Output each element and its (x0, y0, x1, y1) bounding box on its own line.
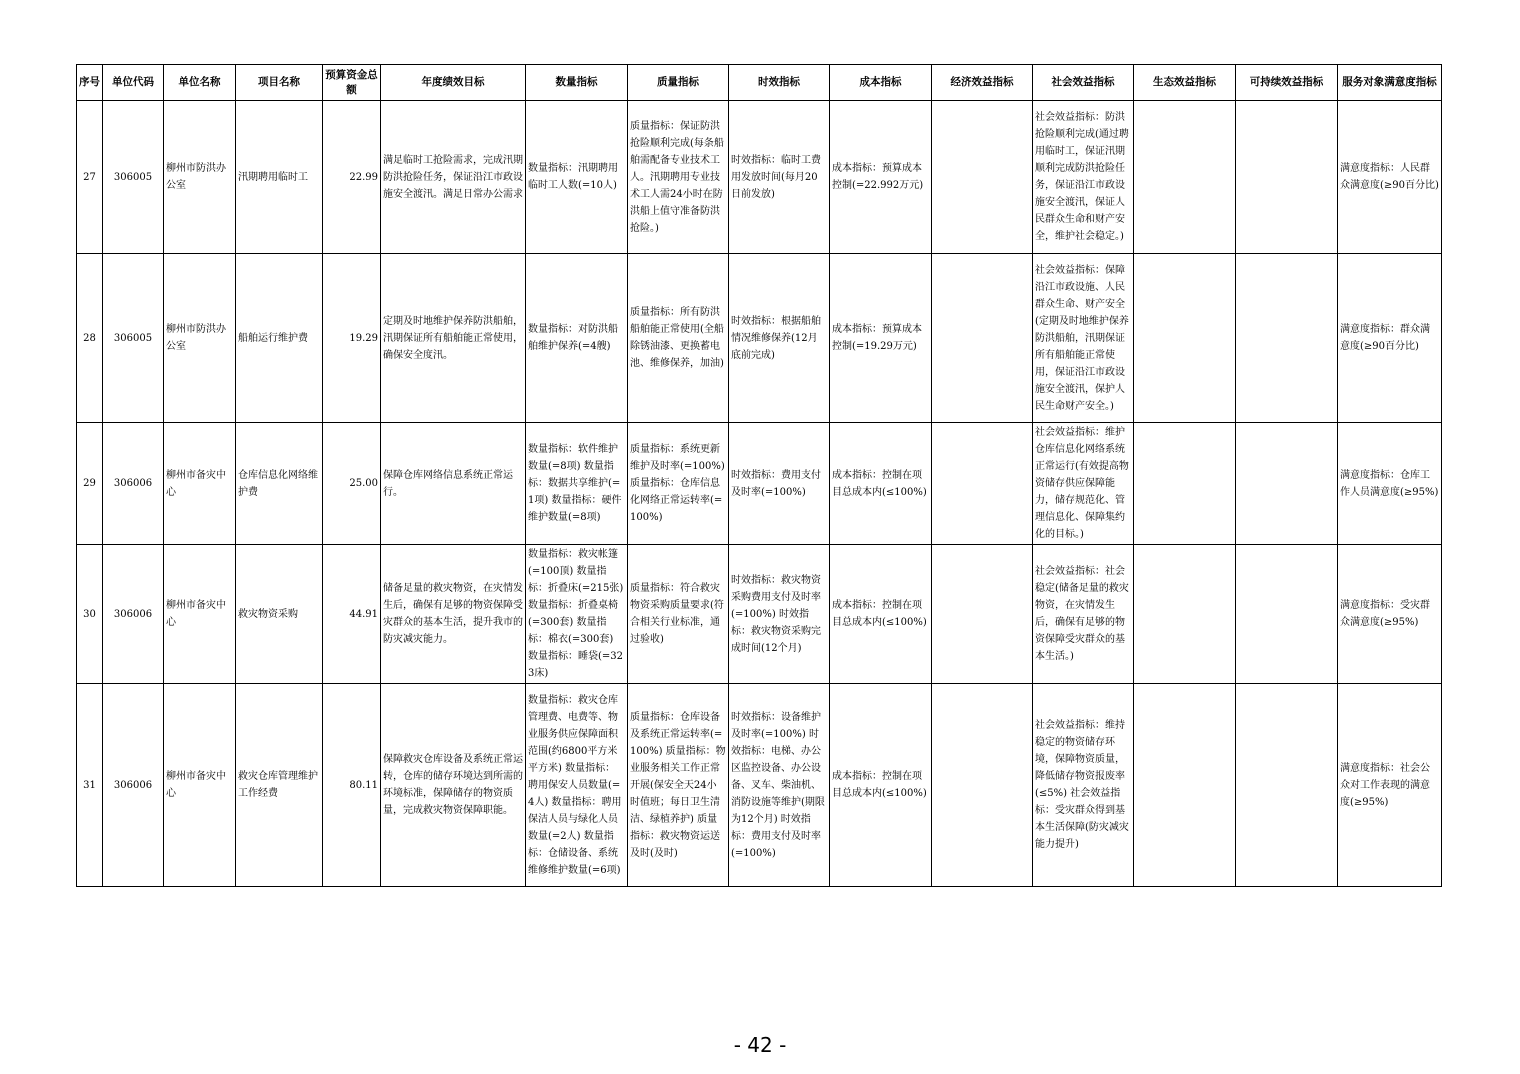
quality-indicator: 质量指标：符合救灾物资采购质量要求(符合相关行业标准，通过验收) (628, 545, 729, 684)
header-cell: 单位名称 (164, 65, 236, 101)
unit-code: 306005 (103, 254, 164, 423)
satisfaction-indicator: 满意度指标：受灾群众满意度(≥95%) (1338, 545, 1442, 684)
timeliness-indicator: 时效指标：费用支付及时率(=100%) (729, 423, 830, 545)
annual-goal: 定期及时地维护保养防洪船舶，汛期保证所有船舶能正常使用，确保安全度汛。 (381, 254, 526, 423)
economic-indicator (932, 101, 1033, 254)
table-row (77, 254, 1442, 423)
project-name: 汛期聘用临时工 (236, 101, 323, 254)
satisfaction-indicator: 满意度指标：人民群众满意度(≥90百分比) (1338, 101, 1442, 254)
social-indicator: 社会效益指标：维持稳定的物资储存环境，保障物资质量，降低储存物资报废率(≤5%) 社会效益指标：受灾群众得到基本生活保障(防灾减灾能力提升) (1033, 684, 1134, 887)
ecological-indicator (1134, 101, 1236, 254)
unit-name: 柳州市备灾中心 (164, 423, 236, 545)
project-name: 船舶运行维护费 (236, 254, 323, 423)
economic-indicator (932, 545, 1033, 684)
timeliness-indicator: 时效指标：设备维护及时率(=100%) 时效指标：电梯、办公区监控设备、办公设备、叉车、柴油机、消防设施等维护(期限为12个月) 时效指标：费用支付及时率(=100%) (729, 684, 830, 887)
ecological-indicator (1134, 423, 1236, 545)
sustainable-indicator (1236, 545, 1338, 684)
unit-name: 柳州市备灾中心 (164, 684, 236, 887)
unit-code: 306006 (103, 423, 164, 545)
quality-indicator: 质量指标：仓库设备及系统正常运转率(=100%) 质量指标：物业服务相关工作正常开展(保安全天24小时值班；每日卫生清洁、绿植养护) 质量指标：救灾物资运送及时(及时) (628, 684, 729, 887)
header-cell: 服务对象满意度指标 (1338, 65, 1442, 101)
header-row (77, 65, 1442, 101)
header-cell: 序号 (77, 65, 103, 101)
quality-indicator: 质量指标：所有防洪船舶能正常使用(全船除锈油漆、更换蓄电池、维修保养，加油) (628, 254, 729, 423)
satisfaction-indicator: 满意度指标：群众满意度(≥90百分比) (1338, 254, 1442, 423)
economic-indicator (932, 684, 1033, 887)
quality-indicator: 质量指标：系统更新维护及时率(=100%) 质量指标：仓库信息化网络正常运转率(=100%) (628, 423, 729, 545)
project-name: 救灾仓库管理维护工作经费 (236, 684, 323, 887)
budget-amount: 19.29 (323, 254, 381, 423)
header-cell: 年度绩效目标 (381, 65, 526, 101)
row-number: 30 (77, 545, 103, 684)
cost-indicator: 成本指标：预算成本控制(=19.29万元) (830, 254, 932, 423)
cost-indicator: 成本指标：控制在项目总成本内(≤100%) (830, 423, 932, 545)
cost-indicator: 成本指标：控制在项目总成本内(≤100%) (830, 684, 932, 887)
page-number: - 42 - (733, 1033, 787, 1057)
header-cell: 成本指标 (830, 65, 932, 101)
unit-name: 柳州市备灾中心 (164, 545, 236, 684)
row-number: 31 (77, 684, 103, 887)
quantity-indicator: 数量指标：救灾帐篷(=100顶) 数量指标：折叠床(=215张) 数量指标：折叠桌椅(=300套) 数量指标：棉衣(=300套) 数量指标：睡袋(=323床) (526, 545, 628, 684)
header-cell: 生态效益指标 (1134, 65, 1236, 101)
table-row (77, 545, 1442, 684)
quantity-indicator: 数量指标：救灾仓库管理费、电费等、物业服务供应保障面积范围(约6800平方米平方米) 数量指标：聘用保安人员数量(=4人) 数量指标：聘用保洁人员与绿化人员数量(=2人) 数量指标：仓储设备、系统维修维护数量(=6项) (526, 684, 628, 887)
row-number: 29 (77, 423, 103, 545)
quantity-indicator: 数量指标：汛期聘用临时工人数(=10人) (526, 101, 628, 254)
ecological-indicator (1134, 254, 1236, 423)
row-number: 27 (77, 101, 103, 254)
header-cell: 社会效益指标 (1033, 65, 1134, 101)
annual-goal: 保障仓库网络信息系统正常运行。 (381, 423, 526, 545)
header-cell: 时效指标 (729, 65, 830, 101)
timeliness-indicator: 时效指标：救灾物资采购费用支付及时率(=100%) 时效指标：救灾物资采购完成时间(12个月) (729, 545, 830, 684)
table-row (77, 101, 1442, 254)
ecological-indicator (1134, 684, 1236, 887)
header-cell: 单位代码 (103, 65, 164, 101)
sustainable-indicator (1236, 101, 1338, 254)
social-indicator: 社会效益指标：保障沿江市政设施、人民群众生命、财产安全(定期及时地维护保养防洪船舶，汛期保证所有船舶能正常使用，保证沿江市政设施安全渡汛，保护人民生命财产安全。) (1033, 254, 1134, 423)
unit-code: 306006 (103, 684, 164, 887)
table-row (77, 684, 1442, 887)
sustainable-indicator (1236, 684, 1338, 887)
header-cell: 经济效益指标 (932, 65, 1033, 101)
social-indicator: 社会效益指标：社会稳定(储备足量的救灾物资，在灾情发生后，确保有足够的物资保障受灾群众的基本生活。) (1033, 545, 1134, 684)
budget-amount: 44.91 (323, 545, 381, 684)
unit-code: 306005 (103, 101, 164, 254)
cost-indicator: 成本指标：控制在项目总成本内(≤100%) (830, 545, 932, 684)
quantity-indicator: 数量指标：软件维护数量(=8项) 数量指标：数据共享维护(=1项) 数量指标：硬件维护数量(=8项) (526, 423, 628, 545)
annual-goal: 储备足量的救灾物资，在灾情发生后，确保有足够的物资保障受灾群众的基本生活，提升我市的防灾减灾能力。 (381, 545, 526, 684)
sustainable-indicator (1236, 423, 1338, 545)
annual-goal: 满足临时工抢险需求，完成汛期防洪抢险任务，保证沿江市政设施安全渡汛。满足日常办公需求 (381, 101, 526, 254)
social-indicator: 社会效益指标：防洪抢险顺利完成(通过聘用临时工，保证汛期顺利完成防洪抢险任务，保证沿江市政设施安全渡汛，保证人民群众生命和财产安全，维护社会稳定。) (1033, 101, 1134, 254)
budget-amount: 22.99 (323, 101, 381, 254)
project-name: 救灾物资采购 (236, 545, 323, 684)
table-row (77, 423, 1442, 545)
row-number: 28 (77, 254, 103, 423)
header-cell: 数量指标 (526, 65, 628, 101)
social-indicator: 社会效益指标：维护仓库信息化网络系统正常运行(有效提高物资储存供应保障能力，储存规范化、管理信息化、保障集约化的目标。) (1033, 423, 1134, 545)
timeliness-indicator: 时效指标：根据船舶情况维修保养(12月底前完成) (729, 254, 830, 423)
ecological-indicator (1134, 545, 1236, 684)
unit-name: 柳州市防洪办公室 (164, 254, 236, 423)
project-name: 仓库信息化网络维护费 (236, 423, 323, 545)
economic-indicator (932, 423, 1033, 545)
cost-indicator: 成本指标：预算成本控制(=22.992万元) (830, 101, 932, 254)
satisfaction-indicator: 满意度指标：仓库工作人员满意度(≥95%) (1338, 423, 1442, 545)
header-cell: 项目名称 (236, 65, 323, 101)
header-cell: 质量指标 (628, 65, 729, 101)
timeliness-indicator: 时效指标：临时工费用发放时间(每月20日前发放) (729, 101, 830, 254)
performance-table (76, 64, 1442, 887)
quality-indicator: 质量指标：保证防洪抢险顺利完成(每条船舶需配备专业技术工人。汛期聘用专业技术工人需24小时在防洪船上值守准备防洪抢险。) (628, 101, 729, 254)
sustainable-indicator (1236, 254, 1338, 423)
unit-code: 306006 (103, 545, 164, 684)
annual-goal: 保障救灾仓库设备及系统正常运转，仓库的储存环境达到所需的环境标准，保障储存的物资质量，完成救灾物资保障职能。 (381, 684, 526, 887)
header-cell: 可持续效益指标 (1236, 65, 1338, 101)
quantity-indicator: 数量指标：对防洪船舶维护保养(=4艘) (526, 254, 628, 423)
unit-name: 柳州市防洪办公室 (164, 101, 236, 254)
satisfaction-indicator: 满意度指标：社会公众对工作表现的满意度(≥95%) (1338, 684, 1442, 887)
economic-indicator (932, 254, 1033, 423)
budget-amount: 80.11 (323, 684, 381, 887)
budget-amount: 25.00 (323, 423, 381, 545)
header-cell: 预算资金总额 (323, 65, 381, 101)
